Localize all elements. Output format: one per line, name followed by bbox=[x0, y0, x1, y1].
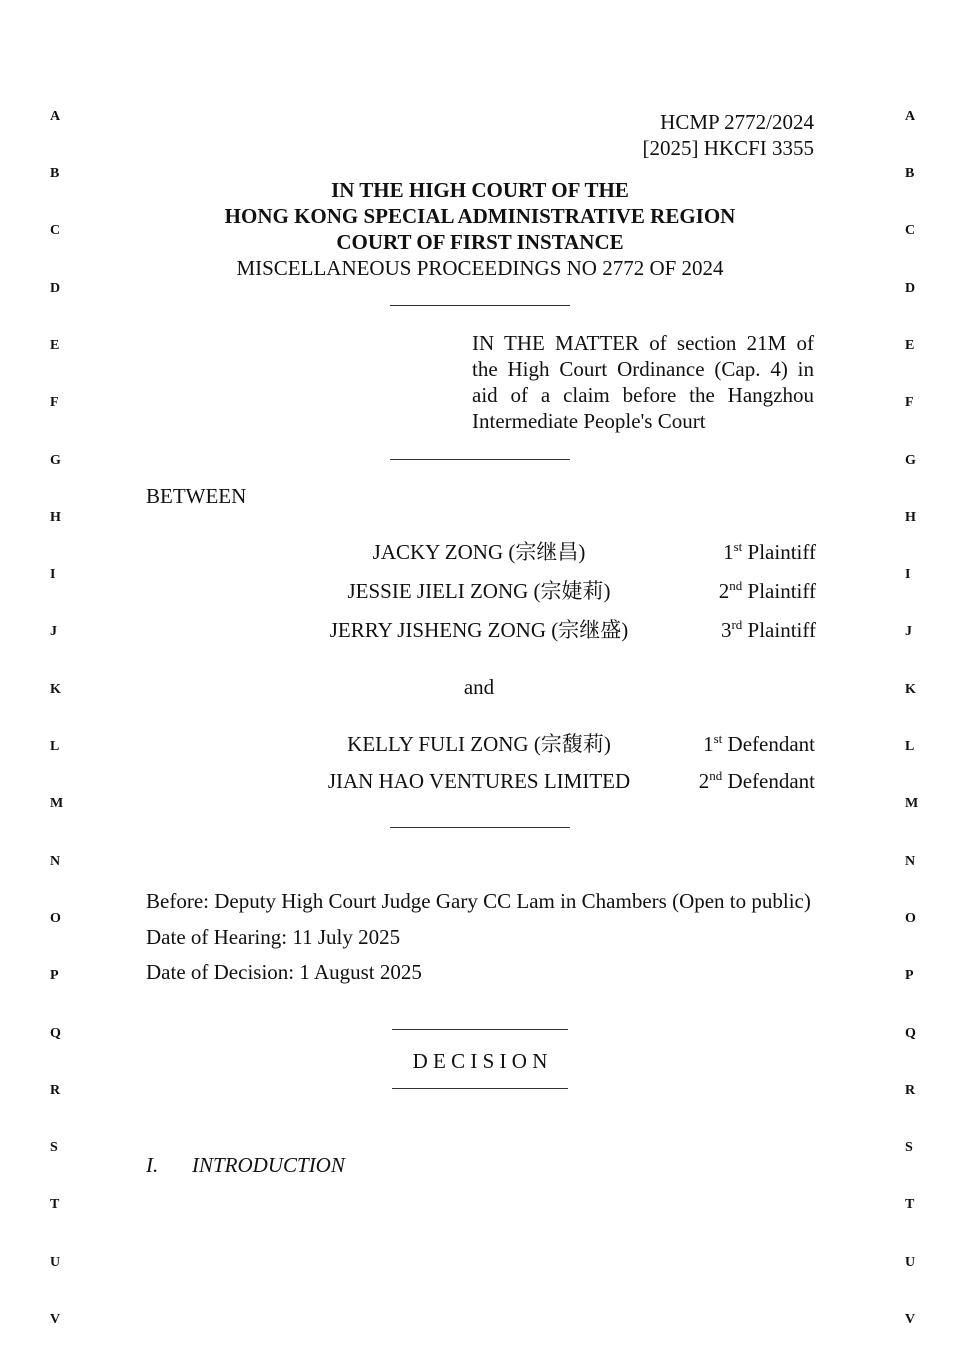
margin-letter-k: K bbox=[50, 682, 61, 697]
plaintiff-name-1: JACKY ZONG (宗继昌) bbox=[372, 540, 586, 564]
margin-letter-c: C bbox=[50, 223, 61, 238]
margin-letter-e: E bbox=[905, 338, 915, 353]
divider bbox=[390, 305, 570, 306]
margin-letter-h: H bbox=[905, 510, 916, 525]
defendant-role-1: 1st Defendant bbox=[703, 731, 815, 756]
and-label: and bbox=[463, 675, 495, 699]
margin-letter-o: O bbox=[50, 911, 61, 926]
divider bbox=[390, 459, 570, 460]
margin-letter-e: E bbox=[50, 338, 60, 353]
margin-letter-p: P bbox=[50, 968, 59, 983]
divider bbox=[392, 1029, 568, 1030]
defendant-role-2: 2nd Defendant bbox=[698, 768, 815, 793]
date-of-decision: Date of Decision: 1 August 2025 bbox=[146, 960, 422, 984]
court-title-line-1: IN THE HIGH COURT OF THE bbox=[331, 178, 629, 202]
plaintiff-role-1: 1st Plaintiff bbox=[723, 539, 816, 564]
matter-line: aid of a claim before the Hangzhou bbox=[472, 383, 814, 407]
margin-letter-v: V bbox=[905, 1312, 916, 1327]
margin-letter-m: M bbox=[905, 796, 919, 811]
margin-letter-u: U bbox=[50, 1255, 61, 1270]
divider bbox=[390, 827, 570, 828]
margin-letter-q: Q bbox=[50, 1026, 61, 1041]
margin-letter-v: V bbox=[50, 1312, 61, 1327]
case-number: HCMP 2772/2024 bbox=[660, 110, 814, 134]
margin-letter-g: G bbox=[905, 453, 916, 468]
plaintiff-role-2: 2nd Plaintiff bbox=[718, 578, 816, 603]
court-title-line-3: COURT OF FIRST INSTANCE bbox=[336, 230, 624, 254]
margin-letter-n: N bbox=[50, 854, 61, 869]
margin-letter-s: S bbox=[50, 1140, 58, 1155]
margin-letter-p: P bbox=[905, 968, 914, 983]
margin-letter-f: F bbox=[50, 395, 59, 410]
decision-title: D E C I S I O N bbox=[412, 1049, 548, 1073]
margin-letter-a: A bbox=[905, 109, 916, 124]
margin-letter-q: Q bbox=[905, 1026, 916, 1041]
margin-letter-a: A bbox=[50, 109, 61, 124]
margin-letter-d: D bbox=[905, 281, 916, 296]
margin-letter-o: O bbox=[905, 911, 916, 926]
margin-letter-l: L bbox=[50, 739, 60, 754]
margin-letter-u: U bbox=[905, 1255, 916, 1270]
before-line: Before: Deputy High Court Judge Gary CC Lam in Chambers (Open to public) bbox=[146, 889, 811, 913]
matter-line: IN THE MATTER of section 21M of bbox=[472, 331, 814, 355]
margin-letter-f: F bbox=[905, 395, 914, 410]
margin-letter-c: C bbox=[905, 223, 916, 238]
margin-letter-g: G bbox=[50, 453, 61, 468]
matter-line: Intermediate People's Court bbox=[472, 409, 706, 433]
margin-letter-t: T bbox=[50, 1197, 60, 1212]
date-of-hearing: Date of Hearing: 11 July 2025 bbox=[146, 925, 401, 949]
margin-letter-s: S bbox=[905, 1140, 913, 1155]
divider bbox=[392, 1088, 568, 1089]
defendant-name-2: JIAN HAO VENTURES LIMITED bbox=[327, 769, 631, 793]
margin-letter-r: R bbox=[50, 1083, 61, 1098]
section-title: INTRODUCTION bbox=[192, 1153, 345, 1177]
margin-letter-d: D bbox=[50, 281, 61, 296]
margin-letter-i: I bbox=[50, 567, 56, 582]
margin-letter-t: T bbox=[905, 1197, 915, 1212]
margin-letter-j: J bbox=[50, 624, 57, 639]
plaintiff-name-2: JESSIE JIELI ZONG (宗婕莉) bbox=[347, 579, 611, 603]
margin-letter-h: H bbox=[50, 510, 61, 525]
plaintiff-name-3: JERRY JISHENG ZONG (宗继盛) bbox=[329, 618, 629, 642]
proceedings-number: MISCELLANEOUS PROCEEDINGS NO 2772 OF 2024 bbox=[236, 256, 724, 280]
section-number: I. bbox=[146, 1153, 159, 1177]
between-label: BETWEEN bbox=[146, 484, 247, 508]
defendant-name-1: KELLY FULI ZONG (宗馥莉) bbox=[347, 732, 611, 756]
case-citation: [2025] HKCFI 3355 bbox=[642, 136, 814, 160]
court-title-line-2: HONG KONG SPECIAL ADMINISTRATIVE REGION bbox=[224, 204, 736, 228]
in-the-matter-paragraph bbox=[472, 330, 814, 434]
margin-letter-b: B bbox=[50, 166, 60, 181]
margin-letter-n: N bbox=[905, 854, 916, 869]
plaintiff-role-3: 3rd Plaintiff bbox=[720, 617, 816, 642]
margin-letter-m: M bbox=[50, 796, 64, 811]
margin-letter-k: K bbox=[905, 682, 916, 697]
margin-letter-r: R bbox=[905, 1083, 916, 1098]
margin-letter-b: B bbox=[905, 166, 915, 181]
matter-line: the High Court Ordinance (Cap. 4) in bbox=[472, 357, 814, 381]
margin-letter-j: J bbox=[905, 624, 912, 639]
margin-letter-l: L bbox=[905, 739, 915, 754]
margin-letter-i: I bbox=[905, 567, 911, 582]
